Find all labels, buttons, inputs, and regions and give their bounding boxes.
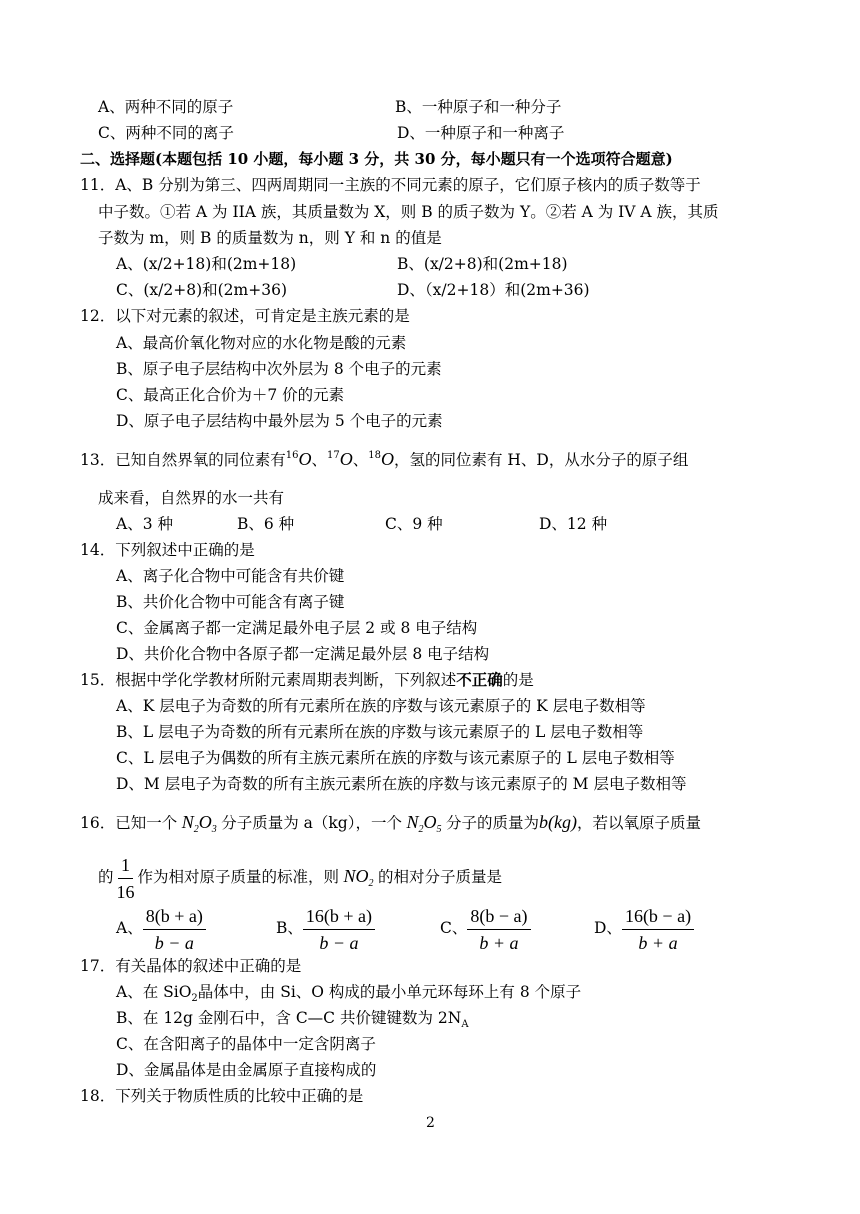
q18-stem: 18．下列关于物质性质的比较中正确的是 — [80, 1087, 364, 1105]
page-number: 2 — [426, 1115, 435, 1131]
q16-option-c: C、 $\frac{8(b - a)}{b + a}$ — [440, 904, 531, 952]
q14-stem: 14．下列叙述中正确的是 — [80, 541, 255, 559]
q10-option-a: A、两种不同的原子 — [98, 98, 234, 116]
q16-option-a: A、 $\frac{8(b + a)}{b - a}$ — [116, 904, 206, 952]
q12-option-c: C、最高正化合价为＋7 价的元素 — [116, 386, 345, 404]
q10-option-b: B、一种原子和一种分子 — [395, 98, 562, 116]
q17-stem: 17．有关晶体的叙述中正确的是 — [80, 957, 302, 975]
q11-option-d: D、（x/2+18）和(2m+36) — [397, 281, 590, 299]
q12-option-d: D、原子电子层结构中最外层为 5 个电子的元素 — [116, 412, 443, 430]
q11-option-c: C、(x/2+8)和(2m+36) — [116, 281, 287, 299]
q10-option-c: C、两种不同的离子 — [98, 124, 234, 142]
q13-stem-line2: 成来看，自然界的水一共有 — [98, 489, 285, 507]
q13-option-b: B、6 种 — [237, 515, 295, 533]
q14-option-d: D、共价化合物中各原子都一定满足最外层 8 电子结构 — [116, 645, 490, 663]
one-sixteenth-fraction: $\frac{1}{16}$ — [116, 854, 135, 902]
q13-option-a: A、3 种 — [116, 515, 173, 533]
q14-option-a: A、离子化合物中可能含有共价键 — [116, 567, 345, 585]
q11-stem-line3: 子数为 m，则 B 的质量数为 n，则 Y 和 n 的值是 — [98, 229, 442, 247]
q16-option-b: B、 $\frac{16(b + a)}{b - a}$ — [276, 904, 375, 952]
q15-option-a: A、K 层电子为奇数的所有元素所在族的序数与该元素原子的 K 层电子数相等 — [116, 697, 646, 715]
q13-option-d: D、12 种 — [539, 515, 608, 533]
q16-stem-line2: 的 $\frac{1}{16}$ 作为相对原子质量的标准，则 $NO_2$ 的相对分子质量是 — [98, 854, 503, 902]
q17-option-a: A、在 SiO$_2$晶体中，由 Si、O 构成的最小单元环每环上有 8 个原子 — [116, 983, 582, 1004]
q14-option-c: C、金属离子都一定满足最外电子层 2 或 8 电子结构 — [116, 619, 478, 637]
q11-option-b: B、(x/2+8)和(2m+18) — [397, 255, 568, 273]
q17-option-c: C、在含阳离子的晶体中一定含阴离子 — [116, 1035, 376, 1053]
q17-option-d: D、金属晶体是由金属原子直接构成的 — [116, 1061, 377, 1079]
q15-option-d: D、M 层电子为奇数的所有主族元素所在族的序数与该元素原子的 M 层电子数相等 — [116, 775, 687, 793]
q11-stem-line1: 11．A、B 分别为第三、四两周期同一主族的不同元素的原子，它们原子核内的质子数等于 — [80, 176, 701, 194]
q15-option-b: B、L 层电子为奇数的所有元素所在族的序数与该元素原子的 L 层电子数相等 — [116, 723, 644, 741]
q13-stem-line1: 13．已知自然界氧的同位素有$^{16}$O、$^{17}$O、$^{18}$O，氢的同位素有 H、D，从水分子的原子组 — [80, 449, 689, 469]
q15-emphasis: 不正确 — [456, 670, 503, 689]
q16-option-d: D、 $\frac{16(b - a)}{b + a}$ — [594, 904, 694, 952]
q13-option-c: C、9 种 — [385, 515, 443, 533]
q17-option-b: B、在 12g 金刚石中，含 C—C 共价键键数为 $2N_A$ — [116, 1009, 469, 1030]
q15-stem: 15．根据中学化学教材所附元素周期表判断，下列叙述不正确的是 — [80, 670, 534, 689]
q12-stem: 12．以下对元素的叙述，可肯定是主族元素的是 — [80, 307, 410, 325]
q11-option-a: A、(x/2+18)和(2m+18) — [116, 255, 297, 273]
q12-option-b: B、原子电子层结构中次外层为 8 个电子的元素 — [116, 360, 442, 378]
q10-option-d: D、一种原子和一种离子 — [397, 124, 565, 142]
q12-option-a: A、最高价氧化物对应的水化物是酸的元素 — [116, 334, 407, 352]
q15-option-c: C、L 层电子为偶数的所有主族元素所在族的序数与该元素原子的 L 层电子数相等 — [116, 749, 675, 767]
section-header: 二、选择题(本题包括 10 小题，每小题 3 分，共 30 分，每小题只有一个选项符合题意) — [80, 150, 673, 168]
q16-stem-line1: 16．已知一个 $N_2O_3$ 分子质量为 a（kg），一个 $N_2O_5$ 分子的质量为b(kg)，若以氧原子质量 — [80, 812, 702, 835]
q14-option-b: B、共价化合物中可能含有离子键 — [116, 593, 345, 611]
q11-stem-line2: 中子数。①若 A 为 IIA 族，其质量数为 X，则 B 的质子数为 Y。②若 A 为 IV A 族，其质 — [98, 203, 719, 221]
